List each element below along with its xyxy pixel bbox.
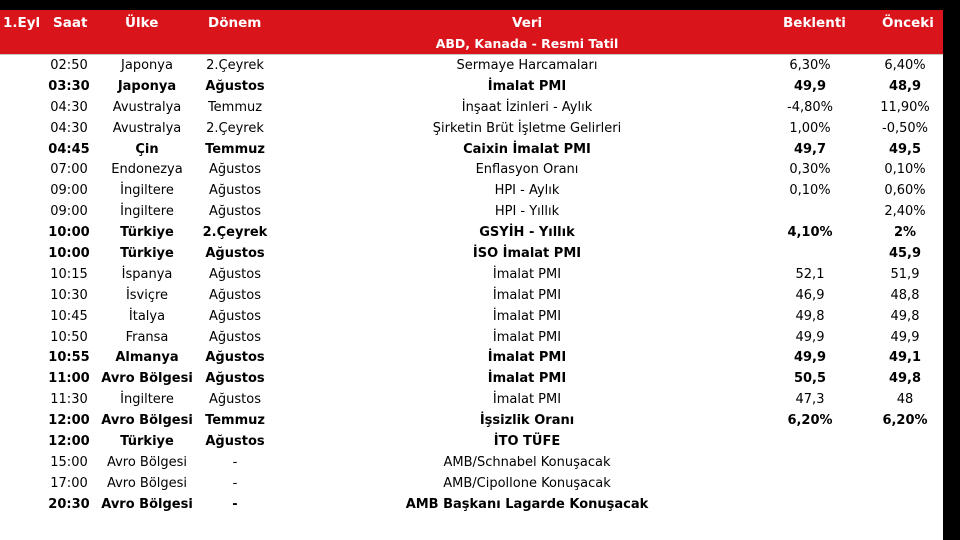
cell-country: Türkiye [120,225,174,241]
cell-previous: 0,10% [884,162,926,178]
cell-expectation: 46,9 [795,287,825,303]
calendar-table-body [0,55,943,515]
cell-period: Ağustos [209,308,261,324]
table-row [0,452,943,473]
table-row [0,327,943,348]
holiday-note: ABD, Kanada - Resmi Tatil [435,36,619,51]
cell-time: 09:00 [50,204,88,220]
cell-time: 11:30 [50,392,88,408]
cell-period: 2.Çeyrek [206,58,264,73]
cell-data: GSYİH - Yıllık [479,225,575,241]
cell-data: İmalat PMI [492,329,562,345]
cell-data: HPI - Yıllık [494,204,560,220]
cell-time: 04:45 [48,141,90,157]
table-row [0,285,943,306]
cell-period: Ağustos [205,434,265,450]
cell-country: Japonya [117,78,177,94]
table-row [0,264,943,285]
cell-previous: 48,8 [890,287,920,303]
cell-country: Avro Bölgesi [106,454,188,470]
cell-data: AMB Başkanı Lagarde Konuşacak [405,496,649,512]
cell-data: İmalat PMI [492,308,562,324]
cell-period: - [232,454,238,470]
cell-previous: 6,40% [884,58,926,73]
cell-period: Ağustos [205,371,265,387]
table-row [0,306,943,327]
cell-expectation: 49,7 [793,141,827,157]
cell-time: 12:00 [48,434,90,450]
cell-data: İmalat PMI [492,266,562,282]
cell-expectation: 49,8 [795,308,825,324]
cell-time: 03:30 [48,78,90,94]
cell-country: İngiltere [120,183,174,199]
cell-data: İmalat PMI [492,287,562,303]
cell-expectation: 1,00% [789,120,831,136]
cell-country: Türkiye [120,434,174,450]
cell-previous: 6,20% [882,413,928,429]
cell-time: 10:30 [50,287,88,303]
cell-previous: 49,5 [888,141,922,157]
cell-expectation: 49,9 [793,78,827,94]
cell-previous: 49,8 [890,308,920,324]
cell-data: İnşaat İzinleri - Aylık [461,99,593,115]
top-frame-bar [0,0,960,10]
cell-data: İşsizlik Oranı [479,413,575,429]
cell-time: 04:30 [50,120,88,136]
table-row [0,76,943,97]
cell-data: Enflasyon Oranı [475,162,579,178]
cell-time: 20:30 [48,496,90,512]
table-row [0,55,943,76]
cell-data: İmalat PMI [487,78,567,94]
right-frame-bar [943,0,960,540]
cell-period: 2.Çeyrek [202,225,268,241]
cell-data: AMB/Cipollone Konuşacak [443,475,611,491]
cell-time: 10:55 [48,350,90,366]
table-row [0,410,943,431]
cell-country: Avro Bölgesi [101,371,193,387]
cell-time: 10:50 [50,329,88,345]
cell-country: Fransa [125,329,169,345]
cell-time: 07:00 [50,162,88,178]
cell-country: İngiltere [120,392,174,408]
cell-country: Çin [135,141,159,157]
cell-data: İmalat PMI [487,371,567,387]
cell-period: - [232,496,238,512]
cell-period: Ağustos [209,266,261,282]
cell-expectation: 47,3 [795,392,825,408]
cell-country: Avustralya [112,120,182,136]
cell-data: İmalat PMI [492,392,562,408]
table-row [0,118,943,139]
header-time: Saat [53,15,88,31]
cell-previous: -0,50% [882,120,928,136]
cell-previous: 48 [896,392,914,408]
cell-period: Ağustos [205,350,265,366]
cell-previous: 2% [893,225,917,241]
table-row [0,368,943,389]
header-data: Veri [512,15,543,31]
header-previous: Önceki [882,15,934,31]
table-row [0,347,943,368]
cell-country: Avro Bölgesi [106,475,188,491]
header-period: Dönem [208,15,262,31]
table-row [0,243,943,264]
cell-time: 10:45 [50,308,88,324]
cell-data: İSO İmalat PMI [472,246,582,262]
cell-previous: 49,8 [888,371,922,387]
cell-previous: 49,1 [888,350,922,366]
cell-expectation: 6,30% [789,58,831,73]
cell-period: Ağustos [209,162,261,178]
cell-expectation: 0,30% [789,162,831,178]
cell-data: Caixin İmalat PMI [463,141,591,157]
cell-expectation: 4,10% [787,225,833,241]
cell-country: İngiltere [120,204,174,220]
table-row [0,473,943,494]
table-row [0,389,943,410]
cell-country: Almanya [115,350,179,366]
cell-country: Avustralya [112,99,182,115]
cell-period: Ağustos [209,329,261,345]
cell-expectation: 50,5 [793,371,827,387]
cell-period: Ağustos [205,246,265,262]
header-country: Ülke [125,15,159,31]
cell-country: Endonezya [111,162,183,178]
cell-expectation: 52,1 [795,266,825,282]
cell-time: 02:50 [50,58,88,73]
cell-country: Türkiye [120,246,174,262]
cell-expectation: -4,80% [787,99,833,115]
cell-time: 12:00 [48,413,90,429]
cell-country: İspanya [121,266,173,282]
cell-time: 11:00 [48,371,90,387]
cell-period: Ağustos [209,392,261,408]
cell-period: Ağustos [205,78,265,94]
cell-previous: 0,60% [884,183,926,199]
table-row [0,431,943,452]
cell-expectation: 0,10% [789,183,831,199]
cell-country: Avro Bölgesi [101,413,193,429]
cell-data: HPI - Aylık [494,183,560,199]
table-row [0,97,943,118]
table-row [0,201,943,222]
cell-country: İtalya [128,308,166,324]
cell-period: Temmuz [207,99,263,115]
cell-previous: 45,9 [888,246,922,262]
cell-time: 17:00 [50,475,88,491]
table-row [0,180,943,201]
cell-data: AMB/Schnabel Konuşacak [443,454,611,470]
cell-time: 10:00 [48,225,90,241]
cell-country: Japonya [121,58,173,73]
cell-period: Temmuz [205,413,265,429]
table-row [0,139,943,160]
cell-period: Ağustos [209,183,261,199]
cell-period: - [232,475,238,491]
cell-previous: 51,9 [890,266,920,282]
header-expectation: Beklenti [783,15,846,31]
table-row [0,494,943,515]
table-header [0,10,943,54]
cell-previous: 11,90% [880,99,930,115]
cell-time: 10:15 [50,266,88,282]
cell-previous: 2,40% [884,204,926,220]
cell-time: 10:00 [48,246,90,262]
cell-country: İsviçre [125,287,169,303]
cell-country: Avro Bölgesi [101,496,193,512]
cell-data: Sermaye Harcamaları [456,58,598,73]
table-row [0,159,943,180]
cell-period: Ağustos [209,287,261,303]
cell-previous: 49,9 [890,329,920,345]
header-date: 1.Eyl [3,15,41,31]
cell-previous: 48,9 [888,78,922,94]
cell-period: Temmuz [205,141,265,157]
cell-data: İmalat PMI [487,350,567,366]
cell-time: 04:30 [50,99,88,115]
cell-expectation: 6,20% [787,413,833,429]
table-row [0,222,943,243]
cell-data: Şirketin Brüt İşletme Gelirleri [432,120,622,136]
cell-period: Ağustos [209,204,261,220]
cell-expectation: 49,9 [793,350,827,366]
cell-time: 15:00 [50,454,88,470]
cell-period: 2.Çeyrek [206,120,264,136]
cell-data: İTO TÜFE [493,434,561,450]
cell-time: 09:00 [50,183,88,199]
cell-expectation: 49,9 [795,329,825,345]
